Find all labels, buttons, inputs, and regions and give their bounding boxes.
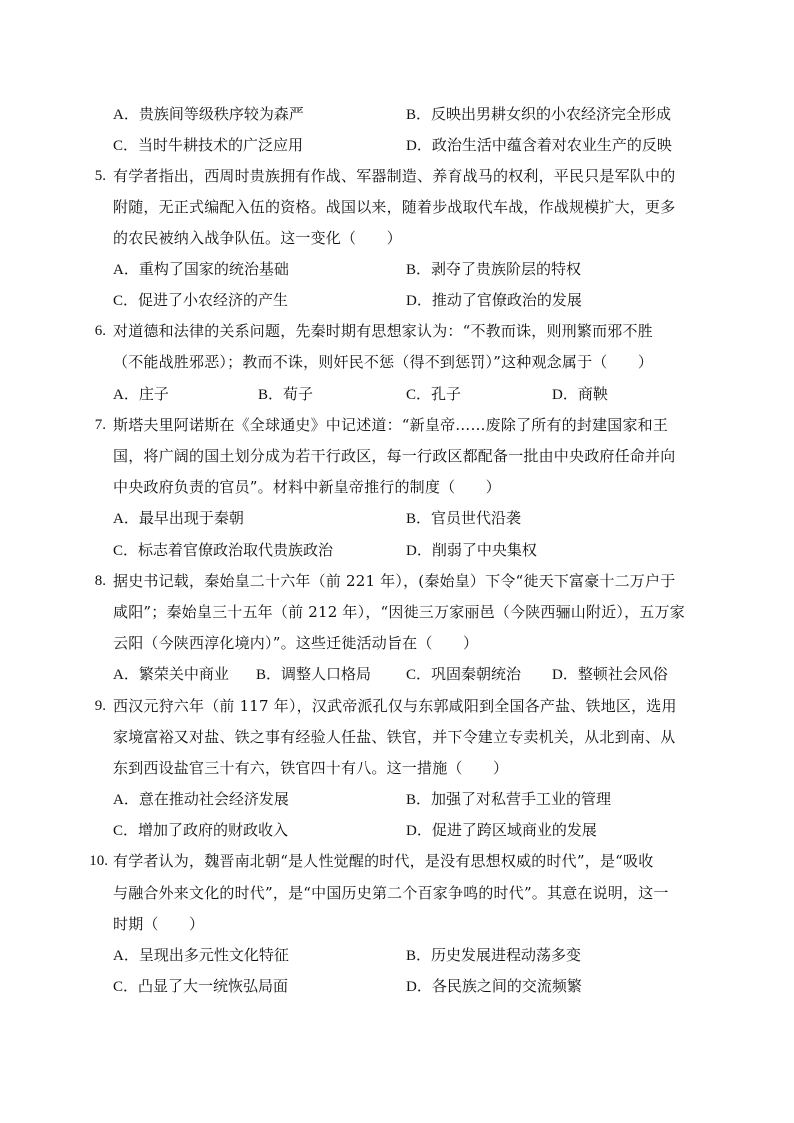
option-text: 促进了跨区域商业的发展 [431,821,597,839]
q10-option-c [113,976,288,997]
q7-option-b [406,508,521,529]
option-text: 政治生活中蕴含着对农业生产的反映 [431,136,672,154]
q10-option-b [406,945,581,966]
option-label: A． [113,262,139,278]
q5-stem-line-1: 有学者指出，西周时贵族拥有作战、军器制造、养育战马的权利，平民只是军队中的 [113,167,676,185]
q8-stem-line-1: 据史书记载，秦始皇二十六年（前 221 年），(秦始皇）下令“徙天下富豪十二万户于 [113,572,676,590]
q4-option-a [113,104,304,125]
q8-option-a [113,664,229,685]
q10-number: 10. [89,853,108,869]
q9-stem-line-3: 东到西设盐官三十有六，铁官四十有八。这一措施（ ） [113,759,509,777]
option-text: 当时牛耕技术的广泛应用 [138,136,304,154]
option-label: B． [258,387,284,403]
q8-stem-line-3: 云阳（今陕西淳化境内）”。这些迁徙活动旨在（ ） [113,634,479,652]
option-label: B． [406,511,432,527]
option-label: D． [406,138,432,154]
q6-stem-line-1: 对道德和法律的关系问题，先秦时期有思想家认为：“不教而诛，则刑繁而邪不胜 [113,322,653,340]
option-label: C． [113,293,139,309]
option-text: 推动了官僚政治的发展 [431,291,582,309]
option-label: D． [406,823,432,839]
option-label: B． [406,262,432,278]
q6-option-a [113,384,169,405]
option-text: 意在推动社会经济发展 [138,790,289,808]
option-text: 呈现出多元性文化特征 [138,946,289,964]
option-text: 重构了国家的统治基础 [138,260,289,278]
option-label: C． [113,823,139,839]
option-label: C． [113,138,139,154]
q7-stem-line-2: 国，将广阔的国土划分成为若干行政区，每一行政区都配备一批由中央政府任命并向 [113,447,676,465]
option-text: 巩固秦朝统治 [431,665,522,683]
option-text: 剥夺了贵族阶层的特权 [431,260,582,278]
q5-option-d [406,290,582,311]
option-label: A． [113,511,139,527]
q8-option-d [552,664,668,685]
option-label: D． [406,543,432,559]
option-label: C． [406,387,432,403]
q10-option-d [406,976,582,997]
option-label: D． [406,293,432,309]
q6-option-b [258,384,313,405]
q9-stem-line-1: 西汉元狩六年（前 117 年），汉武帝派孔仅与东郭咸阳到全国各产盐、铁地区，选用 [113,697,677,715]
q10-stem-line-1: 有学者认为，魏晋南北朝“是人性觉醒的时代，是没有思想权威的时代”，是“吸收 [113,852,654,870]
q6-option-c [406,384,461,405]
option-label: C． [406,667,432,683]
q8-option-c [406,664,521,685]
q5-option-a [113,259,289,280]
option-text: 商鞅 [577,385,608,403]
q10-option-a [113,945,289,966]
q9-option-b [406,789,611,810]
option-label: A． [113,792,139,808]
option-text: 孔子 [431,385,462,403]
q5-stem-line-3: 的农民被纳入战争队伍。这一变化（ ） [113,229,402,247]
option-text: 最早出现于秦朝 [138,509,244,527]
option-text: 繁荣关中商业 [138,665,229,683]
option-text: 荀子 [283,385,314,403]
option-text: 加强了对私营手工业的管理 [431,790,612,808]
q10-stem-line-2: 与融合外来文化的时代”，是“中国历史第二个百家争鸣的时代”。其意在说明，这一 [113,884,669,902]
q9-option-a [113,789,289,810]
q9-number: 9. [94,698,106,714]
q6-number: 6. [94,323,106,339]
option-text: 凸显了大一统恢弘局面 [138,977,289,995]
option-text: 官员世代沿袭 [431,509,522,527]
q4-option-c [113,135,303,156]
q7-option-d [406,540,537,561]
option-label: A． [113,107,139,123]
option-label: D． [406,979,432,995]
q9-option-d [406,820,597,841]
q7-option-c [113,540,333,561]
q8-number: 8. [94,573,106,589]
q5-option-c [113,290,288,311]
option-text: 促进了小农经济的产生 [138,291,289,309]
option-text: 各民族之间的交流频繁 [431,977,582,995]
option-label: A． [113,948,139,964]
option-label: C． [113,543,139,559]
q8-option-b [256,664,371,685]
option-text: 整顿社会风俗 [577,665,668,683]
option-label: D． [552,387,578,403]
q7-number: 7. [94,417,106,433]
q8-stem-line-2: 咸阳”；秦始皇三十五年（前 212 年），“因徙三万家丽邑（今陕西骊山附近），五万家 [113,603,685,621]
q4-option-d [406,135,672,156]
q4-option-b [406,104,671,125]
q5-number: 5. [94,168,106,184]
q7-stem-line-1: 斯塔夫里阿诺斯在《全球通史》中记述道：“新皇帝……废除了所有的封建国家和王 [113,416,669,434]
q9-stem-line-2: 家境富裕又对盐、铁之事有经验人任盐、铁官，并下令建立专卖机关，从北到南、从 [113,728,676,746]
option-text: 贵族间等级秩序较为森严 [138,105,304,123]
q10-stem-line-3: 时期（ ） [113,915,205,933]
option-label: C． [113,979,139,995]
option-label: B． [406,948,432,964]
option-label: D． [552,667,578,683]
option-label: B． [256,667,282,683]
q9-option-c [113,820,288,841]
q7-stem-line-3: 中央政府负责的官员”。材料中新皇帝推行的制度（ ） [113,478,501,496]
option-text: 标志着官僚政治取代贵族政治 [138,541,334,559]
option-text: 增加了政府的财政收入 [138,821,289,839]
option-label: B． [406,107,432,123]
option-label: B． [406,792,432,808]
q7-option-a [113,508,244,529]
option-text: 调整人口格局 [281,665,372,683]
q5-option-b [406,259,581,280]
q6-stem-line-2: （不能战胜邪恶）；教而不诛，则奸民不惩（得不到惩罚）”这种观念属于（ ） [113,353,654,371]
option-text: 反映出男耕女织的小农经济完全形成 [431,105,672,123]
option-text: 庄子 [138,385,169,403]
option-label: A． [113,667,139,683]
option-text: 削弱了中央集权 [431,541,537,559]
option-label: A． [113,387,139,403]
option-text: 历史发展进程动荡多变 [431,946,582,964]
q6-option-d [552,384,608,405]
q5-stem-line-2: 附随，无正式编配入伍的资格。战国以来，随着步战取代车战，作战规模扩大，更多 [113,198,676,216]
